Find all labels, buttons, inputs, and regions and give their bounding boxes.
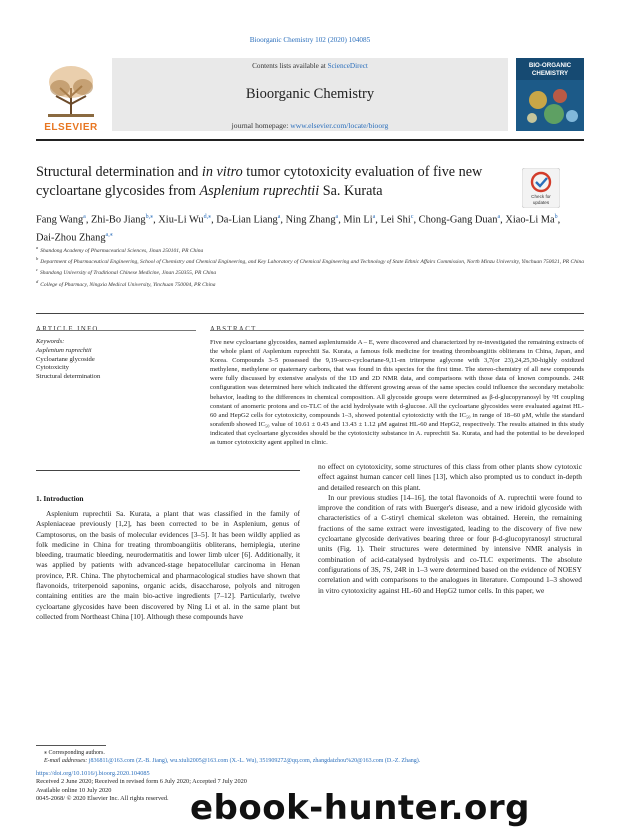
affiliation-item [36,266,584,277]
sciencedirect-link[interactable]: ScienceDirect [327,62,368,70]
footnotes [36,749,596,766]
introduction-column-1 [36,509,300,622]
affiliation-text: Shandong University of Traditional Chinese Medicine, Jinan 250355, PR China [40,270,217,277]
author-name: Chong-Gang Duan [418,214,498,226]
email-addresses[interactable]: j836811@163.com (Z.-B. Jiang), wu.xiuli2005@163.com (X.-L. Wu), 351909272@qq.com, zhangdaizhou%20@163.com (D.-Z. Zhang). [88,758,421,765]
affiliation-item [36,244,584,255]
author-separator: , [338,214,344,226]
author-separator: , [280,214,286,226]
author-name: Xiu-Li Wu [158,214,204,226]
keyword-item: Cycloartane glycoside [36,355,95,363]
author-affiliation-marker[interactable]: b [554,214,558,220]
author-separator: , [500,214,506,226]
received-dates: Received 2 June 2020; Received in revised form 6 July 2020; Accepted 7 July 2020 [36,778,247,786]
title-part-3: tumor cytotoxicity evaluation of five new cycloartane glycosides from [36,164,483,199]
cover-title-line-1: BIO-ORGANIC [528,62,572,69]
keyword-item: Asplenium ruprechtii [36,346,92,354]
affiliation-item [36,278,584,289]
author-name: Xiao-Li Ma [505,214,555,226]
affiliation-item [36,255,584,266]
author-name: Ning Zhang [285,214,336,226]
affiliation-list [36,244,584,289]
keyword-item: Structural determination [36,373,101,381]
article-title [36,163,506,200]
author-affiliation-marker[interactable]: d,⁎ [203,214,212,220]
author-affiliation-marker[interactable]: a,⁎ [105,231,113,238]
article-info-heading [36,318,99,336]
author-name: Zhi-Bo Jiang [91,214,146,226]
homepage-prefix: journal homepage: [231,121,291,130]
author-separator: , [85,214,92,226]
author-separator: , [211,214,217,226]
abstract-rule [210,330,584,331]
introduction-column-2 [318,462,582,596]
intro-paragraph-2: no effect on cytotoxicity, some structures of this class from other plants show cytotoxic effect against human cancer cell lines [13], which also prompted us to conduct in-depth and detailed research on this plant. [318,462,582,492]
doi-link[interactable]: https://doi.org/10.1016/j.bioorg.2020.104085 [36,770,150,777]
journal-cover-thumbnail[interactable] [516,58,584,131]
copyright-line: 0045-2068/ © 2020 Elsevier Inc. All rights reserved. [36,795,169,803]
email-label: E-mail addresses: [44,758,89,765]
affiliation-marker: a [36,245,39,250]
author-affiliation-marker[interactable]: b,⁎ [145,214,154,220]
keywords-block [36,338,196,382]
author-name: Fang Wang [36,214,84,226]
intro-paragraph-1: Asplenium ruprechtii Sa. Kurata, a plant that was classified in the family of Aspleniaceae previously [1,2], has been corrected to be in Asplenium, genus of Camptosorus, on the basis of molecular evidences [3–5]. It has been wildly applied as folk medicine in China for treating thromboangiitis obliterans, hemiplegia, uterine bleeding, traumatic bleeding, neurodermatitis and lower limb ulcer [6]. Additionally, it was applied by patients with advanced-stage hepatocellular carcinoma in Henan province, P.R. China. The phytochemical and pharmacological studies have shown that flavonoids, triterpenoid saponins, organic acids, disaccharose, polyols and nitrogen containing entities are the main bio-active ingredients [7–12]. Particularly, twelve cycloartane glycosides have been discovered by Ning Li et al. in the same plant but collected from Northeast China [10]. Although these compounds have [36,509,300,621]
intro-paragraph-3: In our previous studies [14–16], the total flavonoids of A. ruprechtii were found to improve the condition of rats with Buerger's disease, and a new iridoid glycoside with characteristics of a C-stiryl chemical skeleton was obtained. Herein, the remaining fractions of the same extract were investigated, leading to the discovery of five new cycloartane glycoside derivatives bearing three or four β-d-glucopyranosyl structural units (Fig. 1). Their structures were determined by intensive NMR analysis in combination of acid-catalysed hydrolysis and co-TLC experiments. The absolute configurations of 3S, 7S, 24R in 1–3 were determined based on the evidence of NOESY correlation and with comparisons to the analogues in literature. Compound 1–3 showed in vitro cytotoxicity against HL-60 and HepG2 tumor cells. In this paper, we [318,492,582,595]
author-affiliation-marker[interactable]: a [335,214,339,220]
article-info-rule [36,330,196,331]
elsevier-wordmark: ELSEVIER [44,122,98,133]
author-separator: , [375,214,381,226]
author-affiliation-marker[interactable]: a [83,214,86,220]
title-part-2: in vitro [201,164,243,180]
author-separator: , [153,214,159,226]
corresponding-note: ⁎ Corresponding authors. [44,750,105,756]
elsevier-tree-logo [36,58,106,131]
affiliation-text: Shandong Academy of Pharmaceutical Sciences, Jinan 250101, PR China [40,247,204,254]
author-name: Da-Lian Liang [216,214,278,226]
affiliation-text: Department of Pharmaceutical Engineering, School of Chemistry and Chemical Engineering, and Key Laboratory of Chemical Engineering and Technology of State Ethnic Affairs Commission, North Minzu University, Yinchuan 750021, PR China [40,259,584,266]
introduction-heading: 1. Introduction [36,494,84,503]
homepage-link[interactable]: www.elsevier.com/locate/bioorg [290,121,389,130]
email-line [36,757,596,765]
author-name: Lei Shi [380,214,411,226]
cover-title-line-2: CHEMISTRY [531,70,569,77]
running-head[interactable]: Bioorganic Chemistry 102 (2020) 104085 [249,36,371,44]
abstract-heading [210,318,257,336]
title-part-1: Structural determination and [36,164,202,180]
journal-name: Bioorganic Chemistry [245,86,375,102]
author-list [36,210,566,246]
contents-line [112,62,508,70]
author-name: Dai-Zhou Zhang [36,232,106,244]
author-name: Min Li [343,214,373,226]
abstract-end-divider [36,470,300,471]
author-separator: , [413,214,419,226]
author-affiliation-marker[interactable]: c [410,214,414,220]
affiliation-text: College of Pharmacy, Ningxia Medical University, Yinchuan 750004, PR China [40,281,216,288]
author-separator: , [557,214,561,226]
check-for-updates-badge[interactable] [522,168,560,208]
affiliation-marker: c [36,267,38,273]
keyword-item: Cytotoxicity [36,364,69,372]
footnote-rule [36,745,106,746]
watermark-text: ebook-hunter.org [189,788,531,828]
author-affiliation-marker[interactable]: a [372,214,376,220]
homepage-line [112,121,508,130]
affiliation-marker: b [36,256,39,262]
title-part-4: Asplenium ruprechtii [199,182,320,199]
front-matter-divider [36,313,584,314]
online-date: Available online 10 July 2020 [36,786,112,794]
keywords-label: Keywords: [36,338,65,345]
check-updates-line-1: Check for [531,194,551,199]
check-updates-line-2: updates [532,200,550,205]
contents-prefix: Contents lists available at [252,62,328,70]
author-affiliation-marker[interactable]: a [277,214,281,220]
author-affiliation-marker[interactable]: a [497,214,501,220]
header-divider [36,139,584,141]
affiliation-marker: d [36,278,39,284]
abstract-text: Five new cycloartane glycosides, named aspleniumside A – E, were discovered and characterized by re-investigated the remaining extracts of the whole plant of Asplenium ruprechtii Sa. Kurata, a famous folk medicine for treating thromboangiitis obliterans in China, Japan, and Korea. Compounds 3–5 possessed the 9,19-seco-cycloartane-9,11-en triterpene aglycone with 3,7(or 23),24,25,30-highly oxidized methylene, methylene or quaternary carbons, that was found in this species for the first time. The stereo-chemistry of all new compounds were fully discussed by extensive analysis of the 1D and 2D NMR data, and comparisons with those data of known compounds. 24R configuration was determined here which indicated the different growing areas of the same species could influence the secondary metabolic behavior, leading to the differences in chemical composition. All glycoside groups were determined as β-d-glucopyranosyl by ¹H coupling constant of anomeric protons and co-TLC of the acid hydrolysate with d-glucose. All the cycloartane glycosides were evaluated against HL-60 and HepG2 cells for cytotoxicity, compounds 1–3, showed potential cytotoxicity with the IC₅₀ in range of 18–60 μM, while the standard sorafenib showed IC₅₀ value of 10.61 ± 0.43 and 13.43 ± 1.12 μM against HL-60 and HepG2, respectively. The results attained in this study indicated that cycloartane glycosides should be the cytotoxicity substance in A. ruprechtii Sa. Kurata, and had the potential to be developed as tumor cytotoxicity agent applied in clinic. [210,339,584,447]
title-part-5: Sa. Kurata [319,182,383,199]
